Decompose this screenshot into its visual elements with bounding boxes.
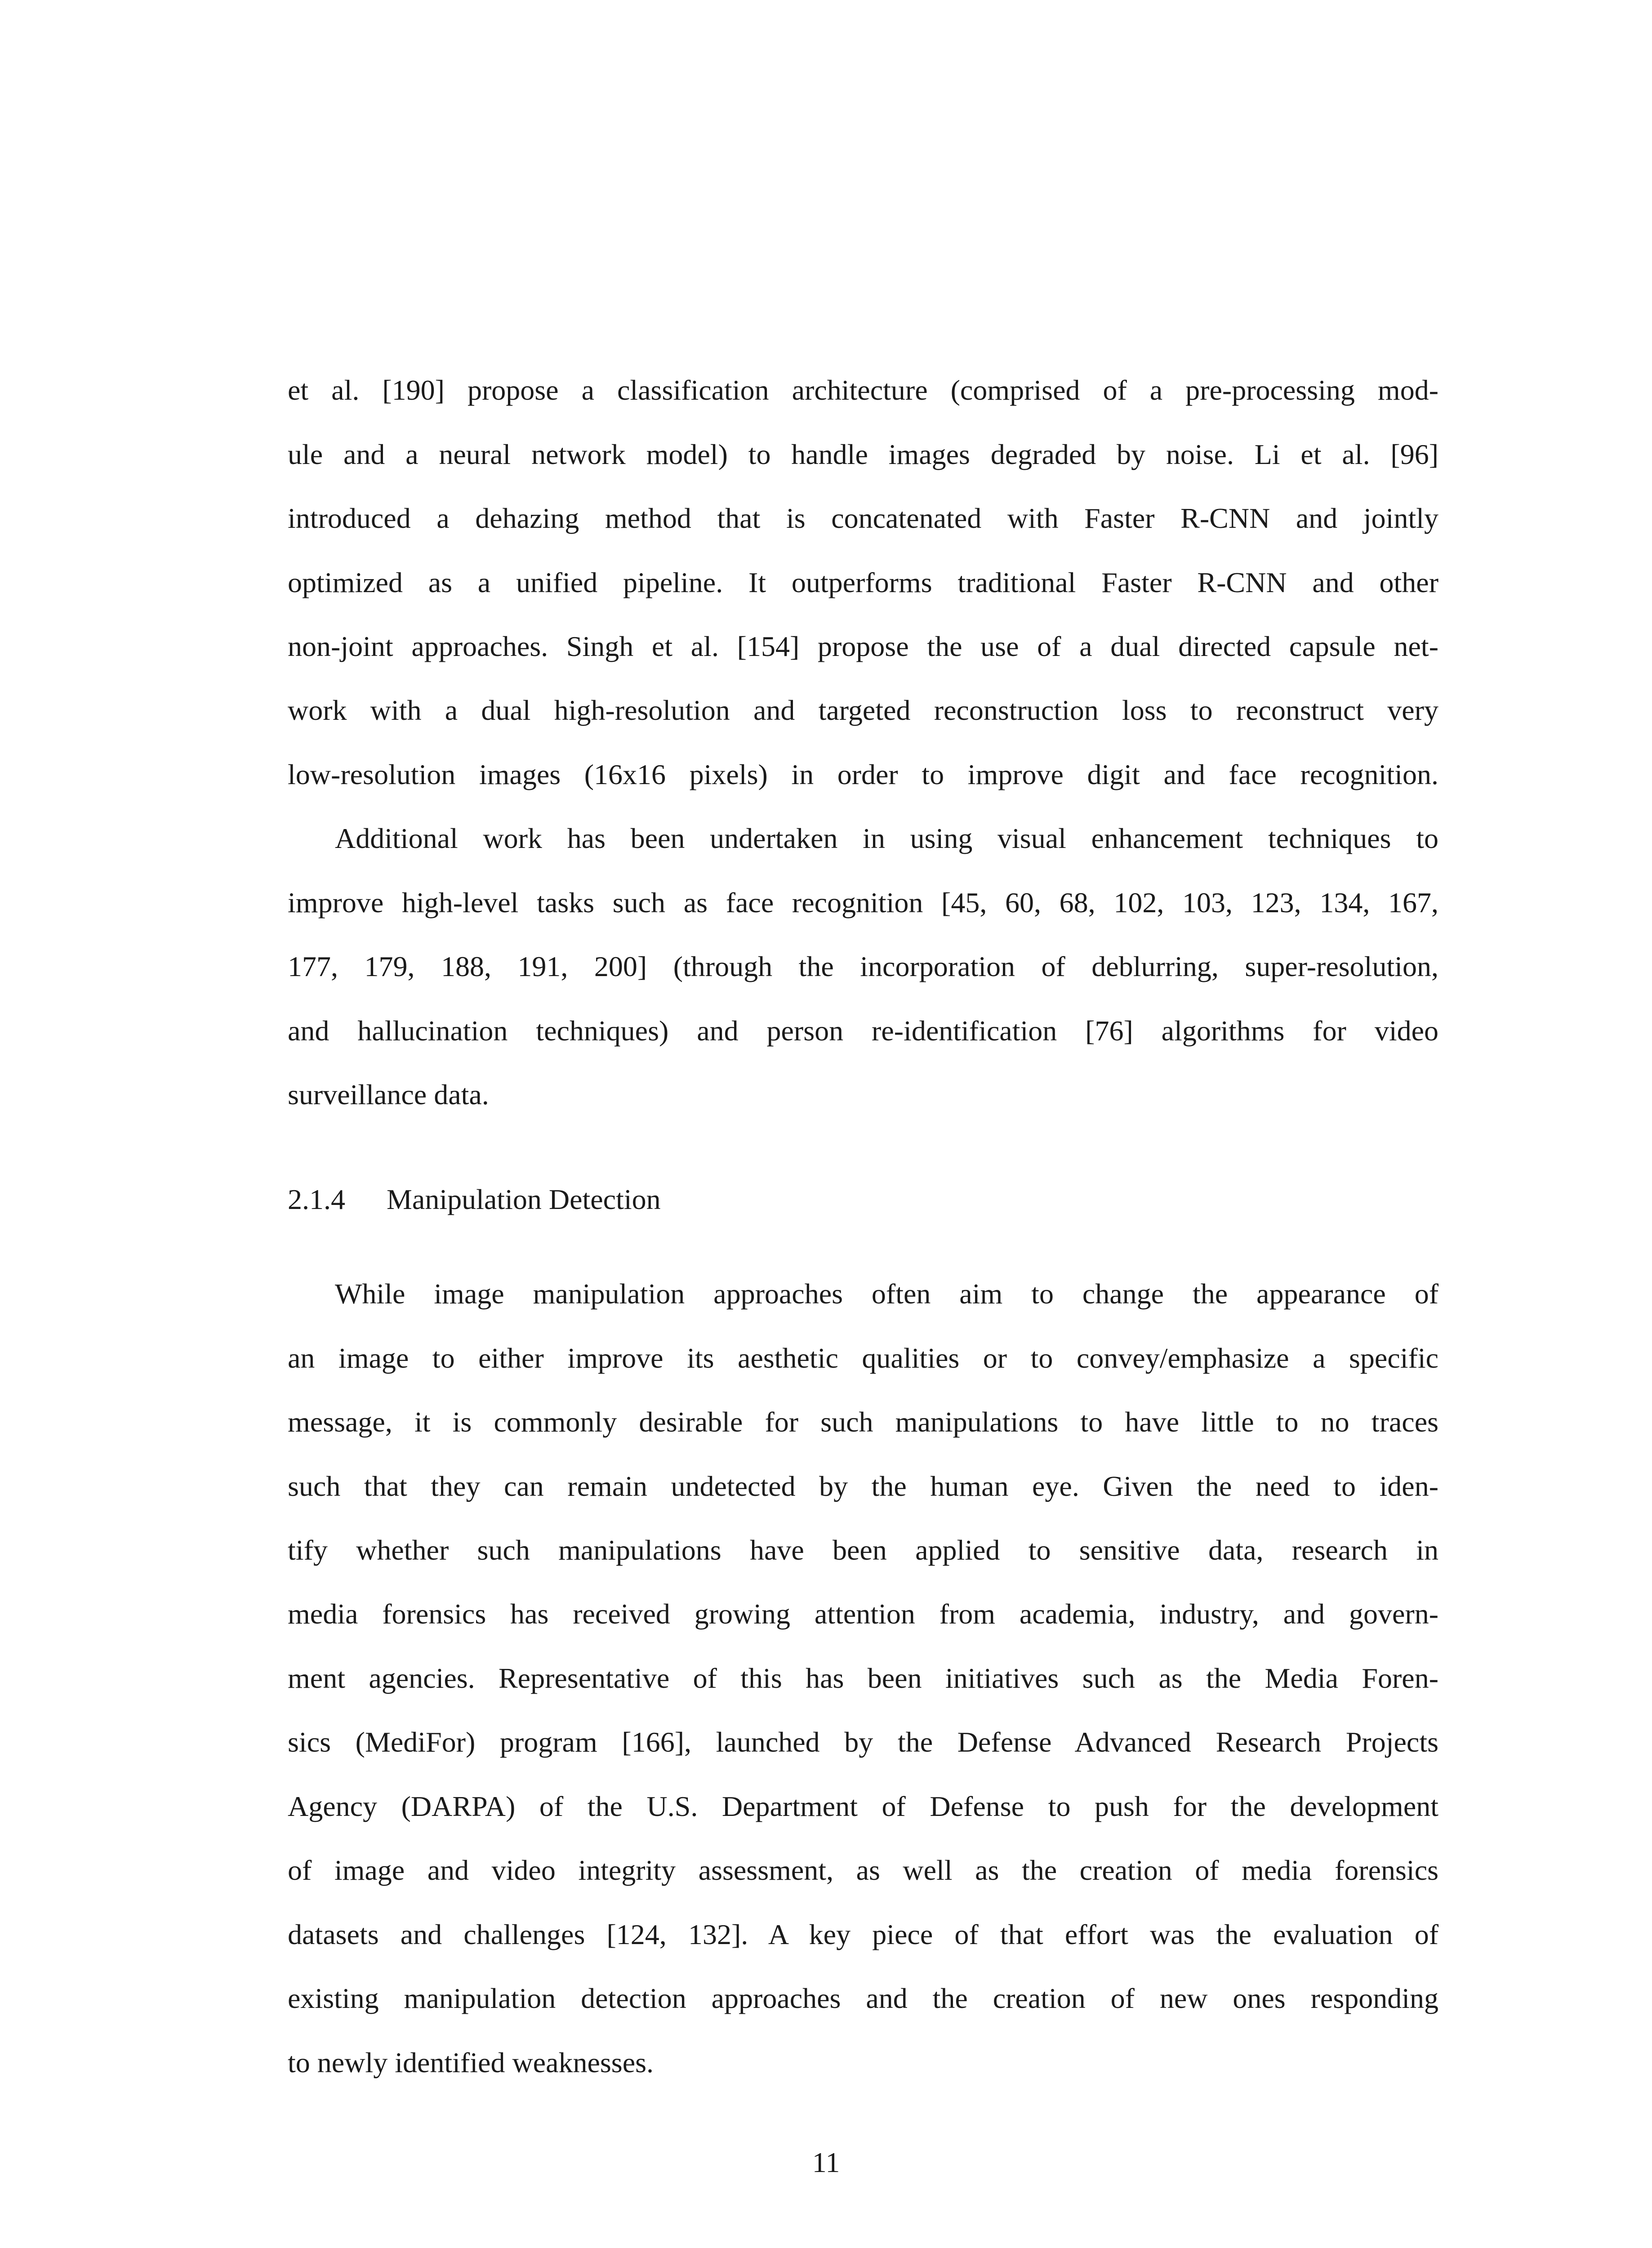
text-line: 177, 179, 188, 191, 200] (through the incorporation of deblurring, super-resolution, (288, 950, 1438, 982)
text-line: et al. [190] propose a classification architecture (comprised of a pre-processing mod- (288, 374, 1438, 406)
text-line: existing manipulation detection approaches and the creation of new ones responding (288, 1982, 1438, 2014)
text-line: sics (MediFor) program [166], launched by the Defense Advanced Research Projects (288, 1726, 1438, 1758)
text-line: media forensics has received growing attention from academia, industry, and govern- (288, 1598, 1438, 1630)
text-line: Additional work has been undertaken in using visual enhancement techniques to (335, 822, 1438, 854)
text-line: introduced a dehazing method that is concatenated with Faster R-CNN and jointly (288, 502, 1438, 534)
text-line: and hallucination techniques) and person re-identification [76] algorithms for video (288, 1015, 1438, 1047)
text-line: While image manipulation approaches often aim to change the appearance of (335, 1278, 1438, 1310)
text-line: such that they can remain undetected by the human eye. Given the need to iden- (288, 1470, 1438, 1502)
text-line: datasets and challenges [124, 132]. A key piece of that effort was the evaluation of (288, 1918, 1438, 1950)
section-title: Manipulation Detection (387, 1183, 661, 1215)
text-line: non-joint approaches. Singh et al. [154] propose the use of a dual directed capsule net- (288, 630, 1438, 662)
text-line: tify whether such manipulations have been applied to sensitive data, research in (288, 1534, 1438, 1566)
page-number: 11 (812, 2146, 840, 2178)
section-number: 2.1.4 (288, 1183, 345, 1215)
text-line: an image to either improve its aesthetic qualities or to convey/emphasize a specific (288, 1342, 1438, 1374)
section-heading (288, 1177, 661, 1222)
text-line: to newly identified weaknesses. (288, 2047, 654, 2079)
text-line: ule and a neural network model) to handle images degraded by noise. Li et al. [96] (288, 438, 1438, 470)
text-line: surveillance data. (288, 1079, 489, 1111)
text-line: message, it is commonly desirable for such manipulations to have little to no traces (288, 1406, 1438, 1438)
text-line: of image and video integrity assessment, as well as the creation of media forensics (288, 1854, 1438, 1886)
text-line: low-resolution images (16x16 pixels) in order to improve digit and face recognition. (288, 758, 1438, 790)
text-line: Agency (DARPA) of the U.S. Department of Defense to push for the development (288, 1790, 1438, 1822)
text-line: optimized as a unified pipeline. It outperforms traditional Faster R-CNN and other (288, 566, 1438, 598)
text-line: improve high-level tasks such as face recognition [45, 60, 68, 102, 103, 123, 134, 167, (288, 887, 1438, 919)
text-line: work with a dual high-resolution and targeted reconstruction loss to reconstruct very (288, 694, 1438, 726)
text-line: ment agencies. Representative of this has been initiatives such as the Media Foren- (288, 1662, 1438, 1694)
